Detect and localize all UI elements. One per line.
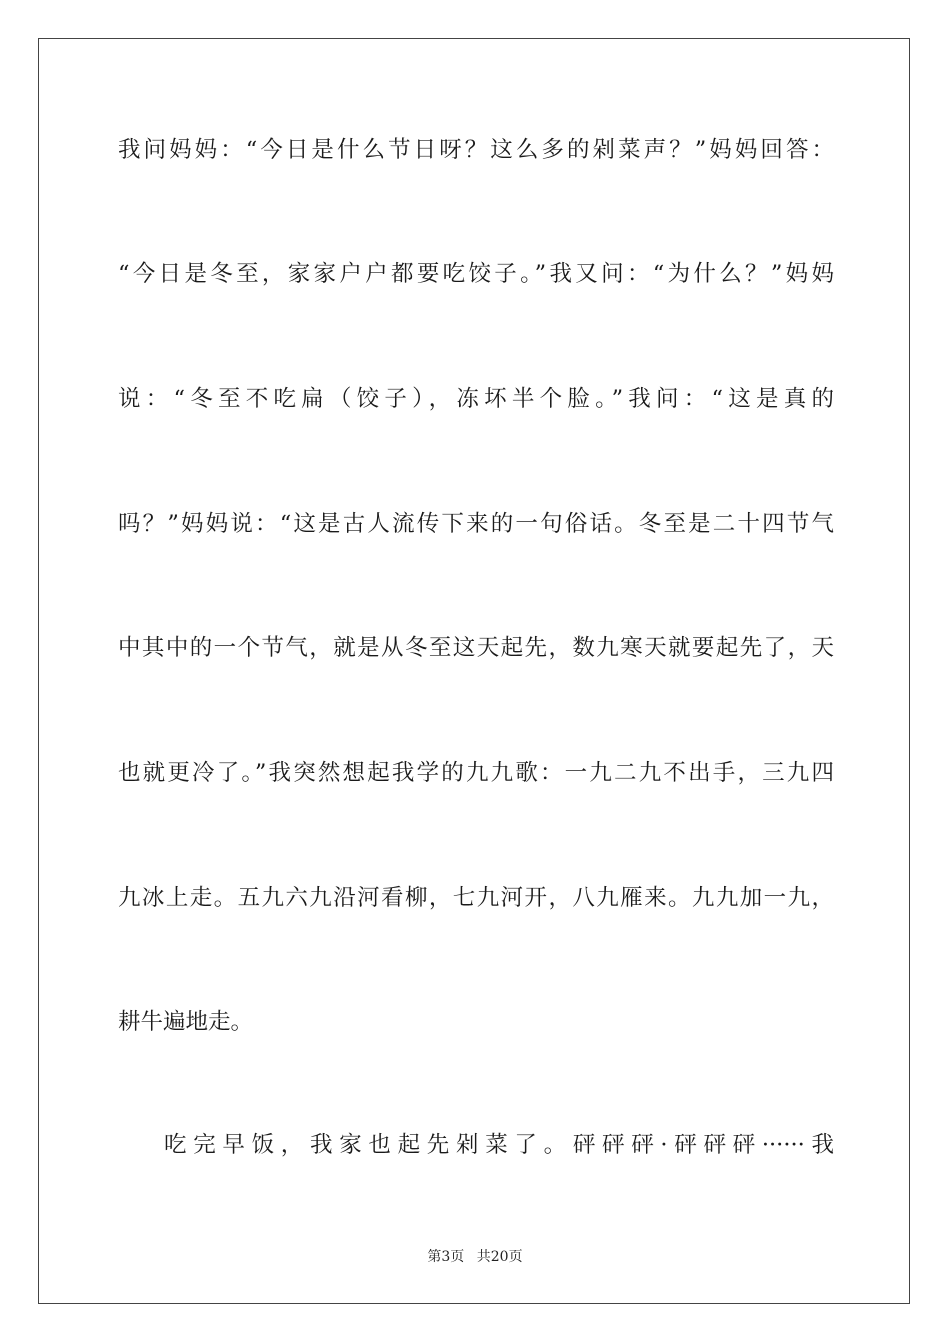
text-line-2: “今日是冬至，家家户户都要吃饺子。”我又问：“为什么？”妈妈 — [118, 261, 834, 287]
text-line-8: 耕牛遍地走。 — [118, 1009, 254, 1035]
text-line-1: 我问妈妈：“今日是什么节日呀？这么多的剁菜声？”妈妈回答： — [118, 137, 834, 163]
text-line-4: 吗？”妈妈说：“这是古人流传下来的一句俗话。冬至是二十四节气 — [118, 511, 834, 537]
text-line-3: 说：“冬至不吃扁（饺子），冻坏半个脸。”我问：“这是真的 — [118, 386, 834, 412]
text-line-6: 也就更冷了。”我突然想起我学的九九歌：一九二九不出手，三九四 — [118, 760, 834, 786]
page-total: 共20页 — [476, 1249, 523, 1265]
page-number: 第3页 — [427, 1249, 465, 1265]
paragraph-start-line: 吃完早饭，我家也起先剁菜了。砰砰砰·砰砰砰······我 — [164, 1132, 834, 1158]
page-border — [38, 38, 910, 1304]
text-line-5: 中其中的一个节气，就是从冬至这天起先，数九寒天就要起先了，天 — [118, 635, 834, 661]
page-footer — [0, 1247, 950, 1267]
text-line-7: 九冰上走。五九六九沿河看柳，七九河开，八九雁来。九九加一九， — [118, 885, 834, 911]
